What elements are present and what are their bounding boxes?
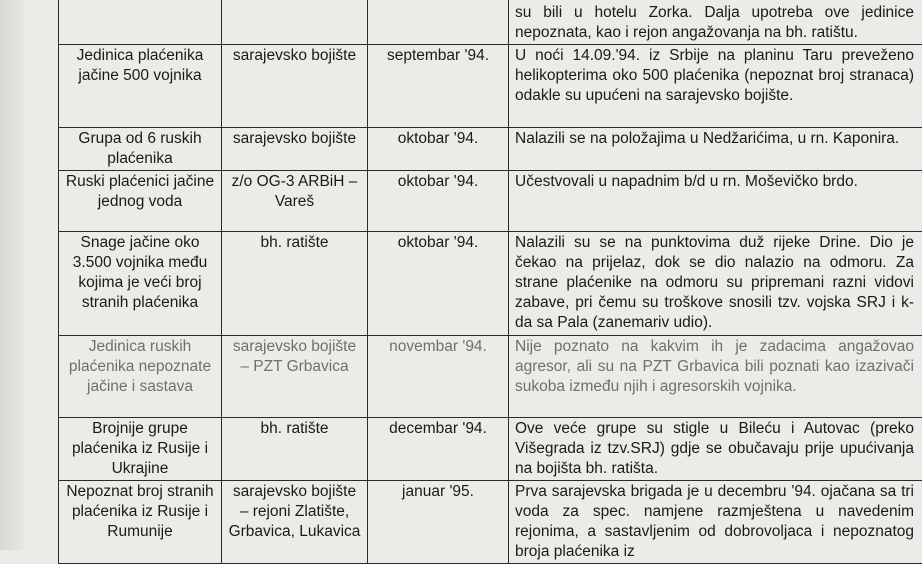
description-cell: Nalazili su se na punktovima duž rijeke Drine. Dio je čekao na prijelaz, dok se dio nalazio na odmoru. Za strane plaćenike na odmoru su pripremani razni vidovi zabave, pri čemu su troškove snosili tzv. vojska SRJ i k-da sa Pala (zanemariv udio). bbox=[509, 232, 922, 336]
date-cell: januar '95. bbox=[368, 481, 509, 564]
unit-cell: Nepoznat broj stranih plaćenika iz Rusije i Rumunije bbox=[59, 481, 222, 564]
date-cell: oktobar '94. bbox=[368, 232, 509, 336]
date-cell: oktobar '94. bbox=[368, 171, 509, 232]
page-edge bbox=[0, 0, 24, 550]
table-row bbox=[59, 418, 922, 481]
area-cell: sarajevsko bojište bbox=[222, 45, 368, 128]
date-cell bbox=[368, 0, 509, 45]
unit-cell: Jedinica ruskih plaćenika nepoznate jačine i sastava bbox=[59, 336, 222, 418]
date-cell: novembar '94. bbox=[368, 336, 509, 418]
table-row bbox=[59, 232, 922, 336]
area-cell: bh. ratište bbox=[222, 418, 368, 481]
unit-cell: Jedinica plaćenika jačine 500 vojnika bbox=[59, 45, 222, 128]
description-cell: Učestvovali u napadnim b/d u rn. Moševičko brdo. bbox=[509, 171, 922, 232]
unit-cell: Brojnije grupe plaćenika iz Rusije i Ukrajine bbox=[59, 418, 222, 481]
description-cell: Nalazili se na položajima u Nedžarićima, u rn. Kaponira. bbox=[509, 128, 922, 171]
table-row bbox=[59, 0, 922, 45]
area-cell: sarajevsko bojište – PZT Grbavica bbox=[222, 336, 368, 418]
unit-cell bbox=[59, 0, 222, 45]
area-cell bbox=[222, 0, 368, 45]
date-cell: septembar '94. bbox=[368, 45, 509, 128]
description-cell: U noći 14.09.'94. iz Srbije na planinu Taru preveženo helikopterima oko 500 plaćenika (nepoznat broj stranaca) odakle su upućeni na sarajevsko bojište. bbox=[509, 45, 922, 128]
area-cell: sarajevsko bojište bbox=[222, 128, 368, 171]
table-row bbox=[59, 171, 922, 232]
unit-cell: Snage jačine oko 3.500 vojnika među kojima je veći broj stranih plaćenika bbox=[59, 232, 222, 336]
description-cell: su bili u hotelu Zorka. Dalja upotreba ove jedinice nepoznata, kao i rejon angažovanja na bh. ratištu. bbox=[509, 0, 922, 45]
date-cell: decembar '94. bbox=[368, 418, 509, 481]
unit-cell: Grupa od 6 ruskih plaćenika bbox=[59, 128, 222, 171]
mercenaries-table bbox=[58, 0, 922, 564]
table-row bbox=[59, 336, 922, 418]
table-row bbox=[59, 45, 922, 128]
description-cell: Ove veće grupe su stigle u Bileću i Autovac (preko Višegrada iz tzv.SRJ) gdje se obučavaju prije upućivanja na bojišta bh. ratišta. bbox=[509, 418, 922, 481]
unit-cell: Ruski plaćenici jačine jednog voda bbox=[59, 171, 222, 232]
area-cell: z/o OG-3 ARBiH –Vareš bbox=[222, 171, 368, 232]
table-row bbox=[59, 481, 922, 564]
date-cell: oktobar '94. bbox=[368, 128, 509, 171]
area-cell: sarajevsko bojište – rejoni Zlatište, Grbavica, Lukavica bbox=[222, 481, 368, 564]
table-row bbox=[59, 128, 922, 171]
description-cell: Prva sarajevska brigada je u decembru '94. ojačana sa tri voda za spec. namjene razmještena u navedenim rejonima, a sastavljenim od dobrovoljaca i nepoznatog broja plaćenika iz bbox=[509, 481, 922, 564]
description-cell: Nije poznato na kakvim ih je zadacima angažovao agresor, ali su na PZT Grbavica bili poznati kao izazivači sukoba između njih i agresorskih vojnika. bbox=[509, 336, 922, 418]
area-cell: bh. ratište bbox=[222, 232, 368, 336]
